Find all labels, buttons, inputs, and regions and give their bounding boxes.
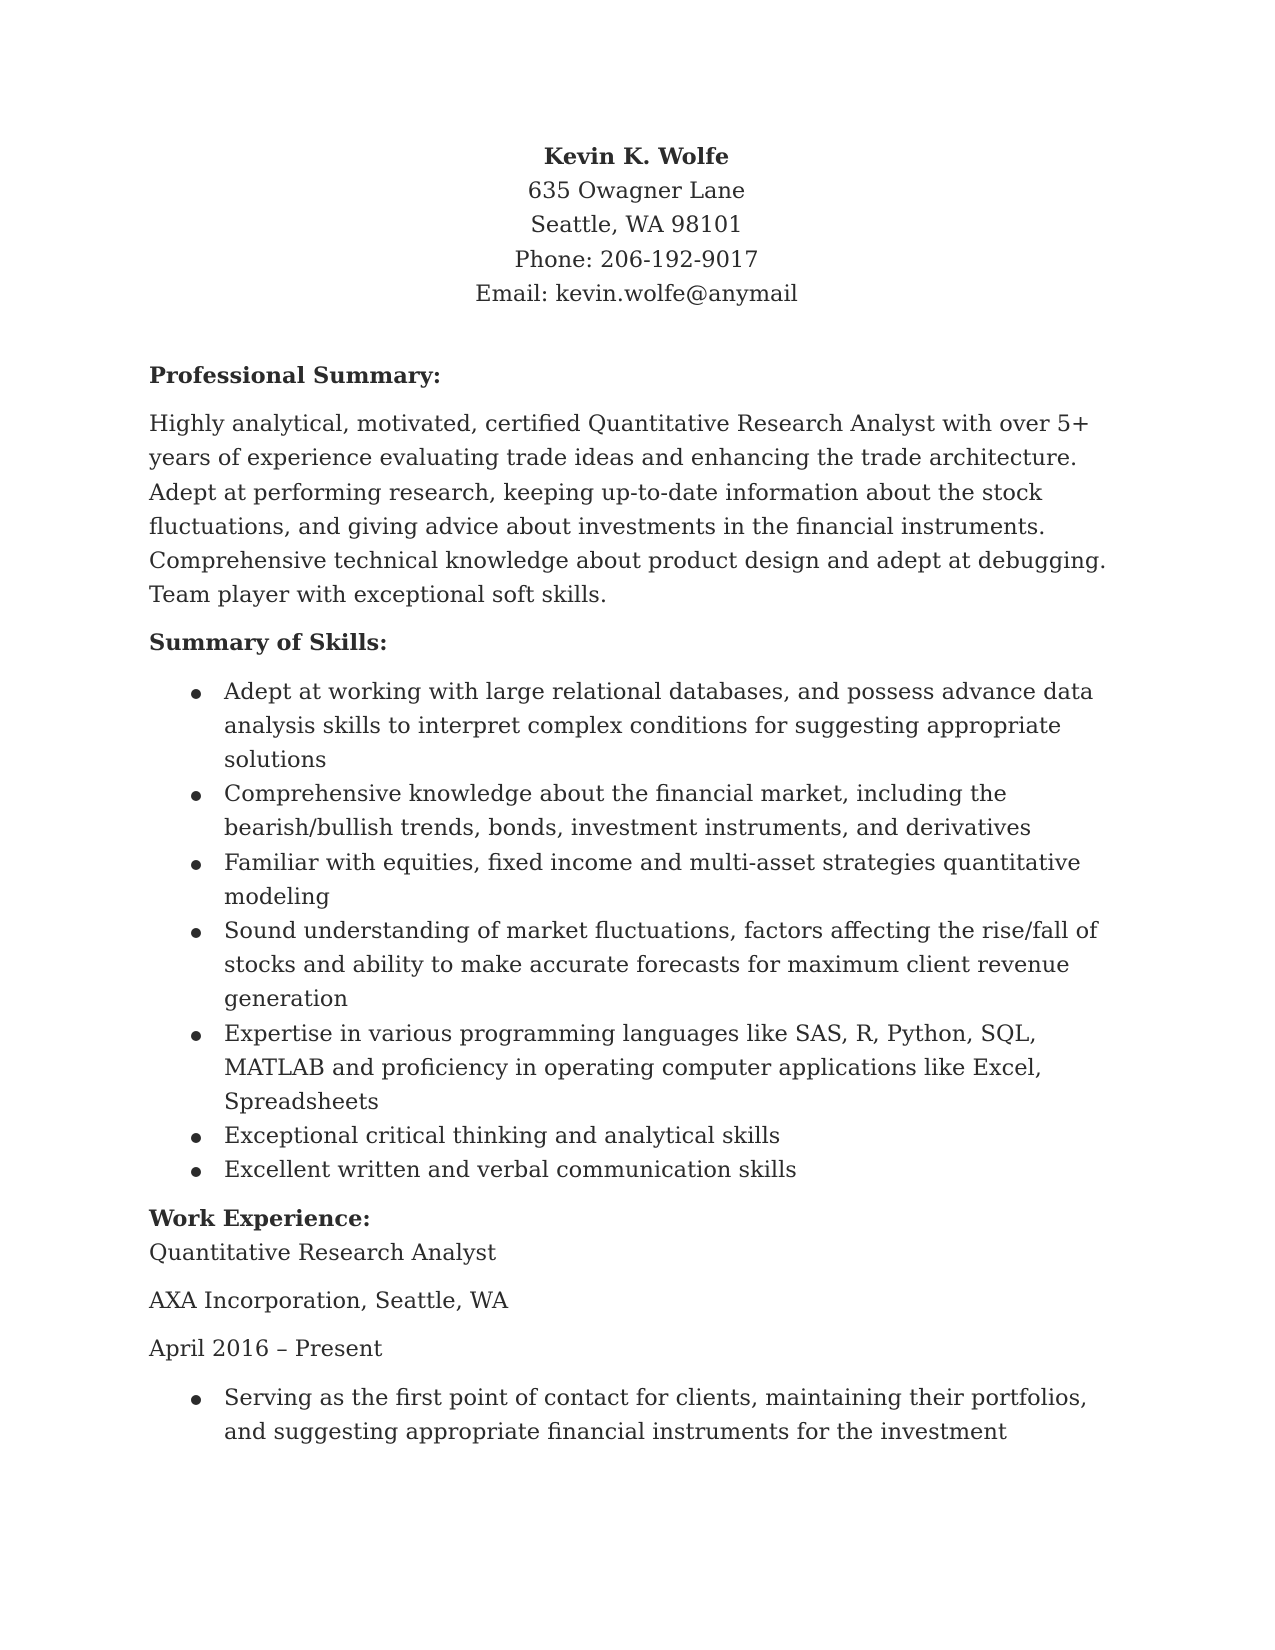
skill-item <box>149 1017 1124 1120</box>
work-experience-heading: Work Experience: <box>149 1205 371 1232</box>
bullet-icon <box>191 791 201 801</box>
skill-item <box>149 675 1124 778</box>
bullet-icon <box>191 928 201 938</box>
skill-text: Comprehensive knowledge about the financial market, including the bearish/bullish trends, bonds, investment instruments, and derivatives <box>224 781 1032 842</box>
resume-content <box>149 140 1124 1449</box>
bullet-icon <box>191 1395 201 1405</box>
skill-text: Exceptional critical thinking and analytical skills <box>224 1123 781 1150</box>
company-name: AXA Incorporation, Seattle, WA <box>149 1288 509 1315</box>
skill-text: Sound understanding of market fluctuations, factors affecting the rise/fall of stocks and ability to make accurate forecasts for maximum client revenue generation <box>224 918 1098 1013</box>
skill-text: Excellent written and verbal communication skills <box>224 1157 797 1184</box>
skill-item <box>149 914 1124 1017</box>
professional-summary-text: Highly analytical, motivated, certified Quantitative Research Analyst with over 5+ years of experience evaluating trade ideas and enhancing the trade architecture. Adept at performing research, keeping up-to-date information about the stock fluctuations, and giving advice about investments in the financial instruments. Comprehensive technical knowledge about product design and adept at debugging. Team player with exceptional soft skills. <box>149 411 1107 609</box>
skills-heading: Summary of Skills: <box>149 630 388 657</box>
employment-dates: April 2016 – Present <box>149 1336 383 1363</box>
contact-header <box>149 140 1124 311</box>
spacer <box>149 393 1124 407</box>
skill-item <box>149 846 1124 914</box>
email-address: Email: kevin.wolfe@anymail <box>475 280 798 307</box>
address-line-1: 635 Owagner Lane <box>527 178 746 205</box>
spacer <box>149 1188 1124 1202</box>
experience-list <box>149 1381 1124 1449</box>
phone-number: Phone: 206-192-9017 <box>514 246 759 273</box>
spacer <box>149 311 1124 359</box>
spacer <box>149 612 1124 626</box>
spacer <box>149 1367 1124 1381</box>
bullet-icon <box>191 1133 201 1143</box>
experience-text: Serving as the first point of contact for clients, maintaining their portfolios, and suggesting appropriate financial instruments for the investment <box>224 1384 1088 1445</box>
skill-item <box>149 777 1124 845</box>
skill-text: Familiar with equities, fixed income and multi-asset strategies quantitative modeling <box>224 849 1081 910</box>
skill-text: Adept at working with large relational databases, and possess advance data analysis skills to interpret complex conditions for suggesting appropriate solutions <box>224 678 1094 774</box>
skill-text: Expertise in various programming languages like SAS, R, Python, SQL, MATLAB and proficiency in operating computer applications like Excel, Spreadsheets <box>224 1020 1042 1116</box>
professional-summary-heading: Professional Summary: <box>149 363 442 390</box>
address-line-2: Seattle, WA 98101 <box>530 212 743 239</box>
bullet-icon <box>191 1167 201 1177</box>
skill-item <box>149 1153 1124 1187</box>
bullet-icon <box>191 689 201 699</box>
spacer <box>149 1318 1124 1332</box>
skill-item <box>149 1119 1124 1153</box>
bullet-icon <box>191 1031 201 1041</box>
skills-list <box>149 675 1124 1188</box>
candidate-name: Kevin K. Wolfe <box>543 144 730 170</box>
job-title: Quantitative Research Analyst <box>149 1239 497 1266</box>
spacer <box>149 661 1124 675</box>
experience-item <box>149 1381 1124 1449</box>
spacer <box>149 1270 1124 1284</box>
bullet-icon <box>191 860 201 870</box>
